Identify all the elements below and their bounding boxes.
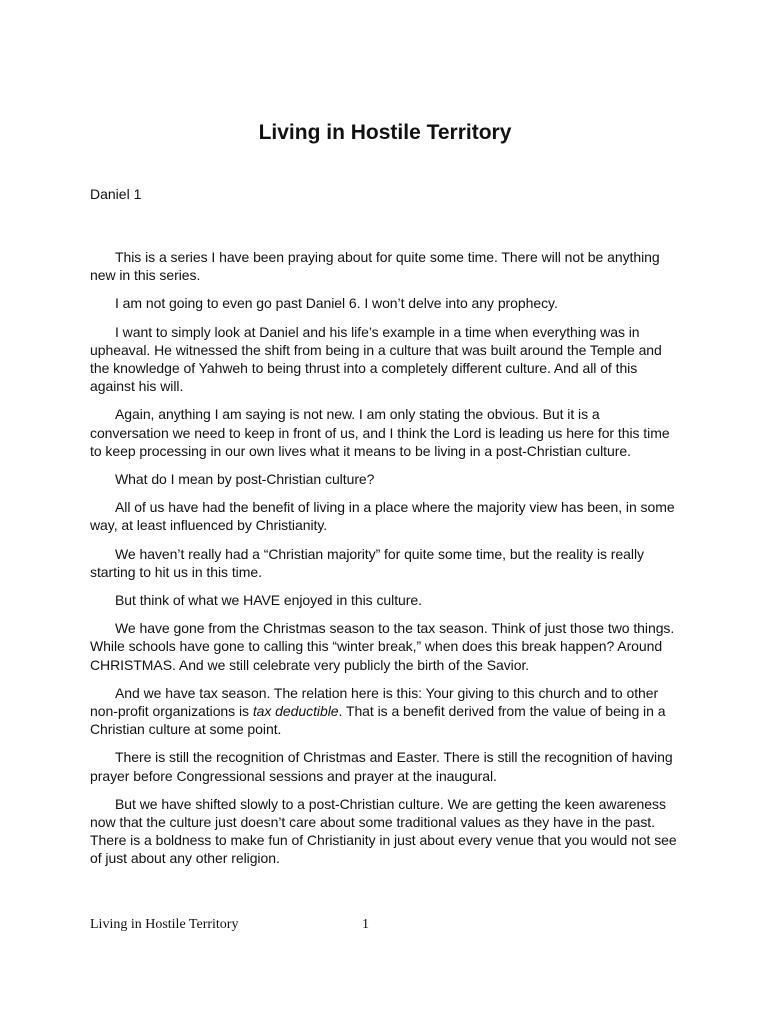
- page-number: 1: [362, 917, 369, 932]
- paragraph-9: [90, 619, 680, 674]
- paragraph-12: [90, 795, 680, 868]
- paragraph-1: [90, 248, 680, 284]
- paragraph-8: [90, 591, 680, 609]
- text-run: All of us have had the benefit of living in a place where the majority view has been, in some way, at least influenced by Christianity.: [90, 499, 675, 534]
- text-run: I am not going to even go past Daniel 6. I won’t delve into any prophecy.: [115, 295, 558, 312]
- text-run: I want to simply look at Daniel and his life’s example in a time when everything was in upheaval. He witnessed the shift from being in a culture that was built around the Temple and the knowledge of Yahweh to being thrust into a completely different culture. And all of this against his will.: [90, 323, 662, 395]
- paragraph-7: [90, 545, 680, 581]
- text-run: . That is a benefit derived from the value of being in a Christian culture at some point.: [90, 703, 666, 738]
- text-run: But we have shifted slowly to a post-Christian culture. We are getting the keen awareness now that the culture just doesn’t care about some traditional values as they have in the past. There is a boldness to make fun of Christianity in just about every venue that you would not see of just about any other religion.: [90, 795, 677, 867]
- body-text: [90, 248, 680, 878]
- text-run: There is still the recognition of Christmas and Easter. There is still the recognition of having prayer before Congressional sessions and prayer at the inaugural.: [90, 749, 673, 784]
- page-footer: [90, 915, 680, 935]
- page-title: Living in Hostile Territory: [258, 121, 512, 144]
- footer-title: Living in Hostile Territory: [90, 917, 239, 932]
- text-run: And we have tax season. The relation here is this: Your giving to this church and to other non-profit organizations is: [90, 684, 659, 720]
- scripture-reference: Daniel 1: [90, 186, 142, 202]
- paragraph-5: [90, 470, 680, 488]
- paragraph-6: [90, 498, 680, 534]
- emphasis-text: tax deductible: [252, 703, 339, 720]
- paragraph-2: [90, 294, 680, 312]
- text-run: But think of what we HAVE enjoyed in this culture.: [115, 592, 422, 609]
- paragraph-3: [90, 323, 680, 396]
- text-run: This is a series I have been praying about for quite some time. There will not be anything new in this series.: [90, 249, 660, 284]
- paragraph-11: [90, 748, 680, 784]
- paragraph-4: [90, 405, 680, 460]
- text-run: We have gone from the Christmas season to the tax season. Think of just those two things. While schools have gone to calling this “winter break,” when does this break happen? Around CHRISTMAS. And we still celebrate very publicly the birth of the Savior.: [90, 620, 675, 673]
- document-page: [90, 0, 680, 1024]
- text-run: We haven’t really had a “Christian majority” for quite some time, but the reality is really starting to hit us in this time.: [90, 545, 644, 580]
- paragraph-10: [90, 684, 680, 739]
- text-run: Again, anything I am saying is not new. I am only stating the obvious. But it is a conversation we need to keep in front of us, and I think the Lord is leading us here for this time to keep processing in our own lives what it means to be living in a post-Christian culture.: [90, 406, 670, 459]
- text-run: What do I mean by post-Christian culture?: [115, 471, 375, 488]
